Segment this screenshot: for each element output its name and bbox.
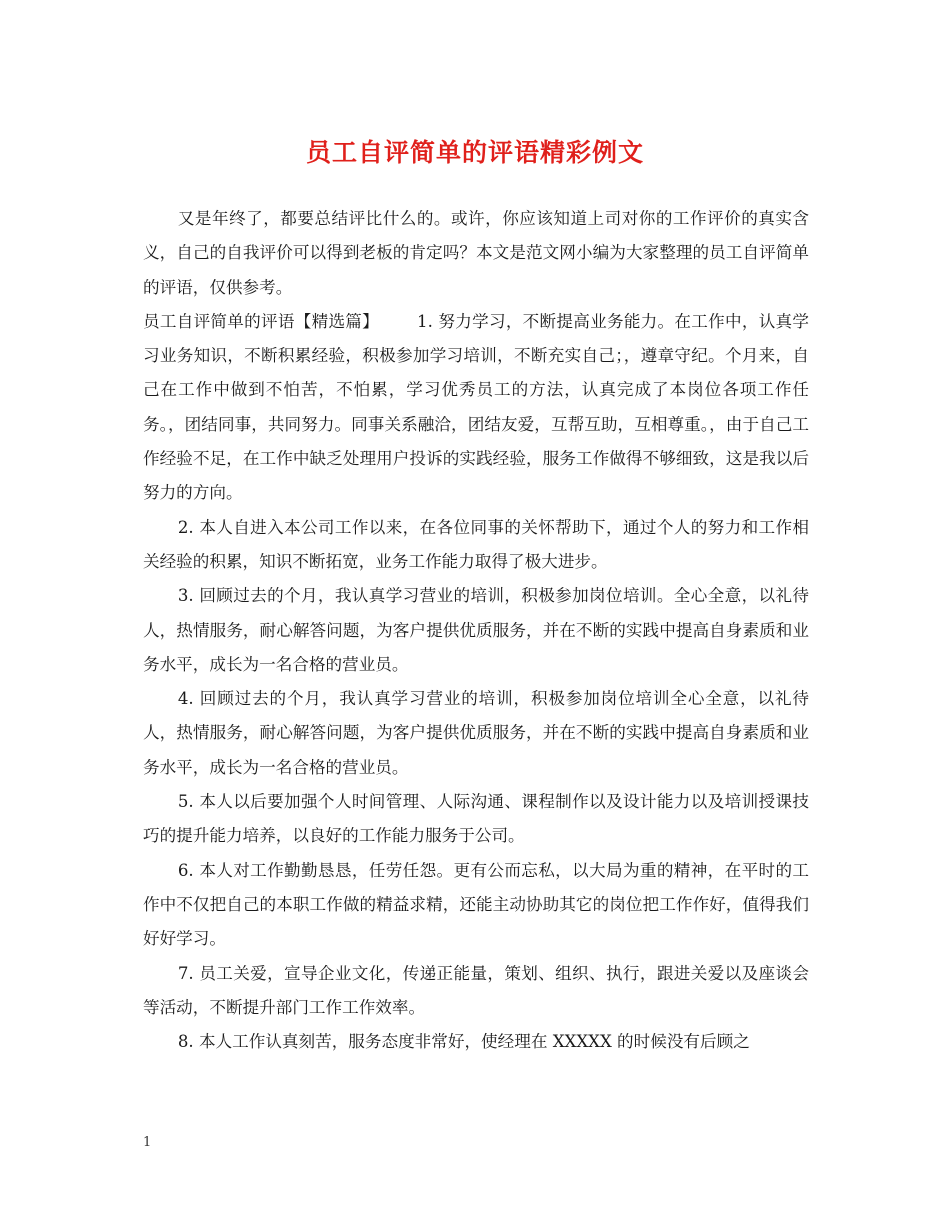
list-item-3: 3. 回顾过去的个月，我认真学习营业的培训，积极参加岗位培训。全心全意，以礼待人，热情服务，耐心解答问题，为客户提供优质服务，并在不断的实践中提高自身素质和业务水平，成长为一名合格的营业员。 [143, 586, 809, 674]
list-item-6: 6. 本人对工作勤勤恳恳，任劳任怨。更有公而忘私，以大局为重的精神，在平时的工作中不仅把自己的本职工作做的精益求精，还能主动协助其它的岗位把工作作好，值得我们好好学习。 [143, 860, 809, 949]
page-number: 1 [143, 1135, 152, 1150]
list-item-1: 1. 努力学习，不断提高业务能力。在工作中，认真学习业务知识，不断积累经验，积极参加学习培训，不断充实自己；，遵章守纪。个月来，自己在工作中做到不怕苦，不怕累，学习优秀员工的方法，认真完成了本岗位各项工作任务。，团结同事，共同努力。同事关系融洽，团结友爱，互帮互助，互相尊重。，由于自己工作经验不足，在工作中缺乏处理用户投诉的实践经验，服务工作做得不够细致，这是我以后努力的方向。 [143, 311, 809, 503]
section-heading: 员工自评简单的评语【精选篇】 [143, 311, 380, 331]
intro-paragraph: 又是年终了，都要总结评比什么的。或许，你应该知道上司对你的工作评价的真实含义，自己的自我评价可以得到老板的肯定吗？本文是范文网小编为大家整理的员工自评简单的评语，仅供参考。 [143, 209, 809, 297]
list-item-5: 5. 本人以后要加强个人时间管理、人际沟通、课程制作以及设计能力以及培训授课技巧的提升能力培养，以良好的工作能力服务于公司。 [143, 792, 809, 846]
list-item-2: 2. 本人自进入本公司工作以来，在各位同事的关怀帮助下，通过个人的努力和工作相关经验的积累，知识不断拓宽，业务工作能力取得了极大进步。 [143, 517, 809, 571]
section-paragraph [143, 305, 809, 511]
list-item-7: 7. 员工关爱，宣导企业文化，传递正能量，策划、组织、执行，跟进关爱以及座谈会等活动，不断提升部门工作工作效率。 [143, 963, 809, 1017]
document-title: 员工自评简单的评语精彩例文 [305, 138, 644, 167]
list-item-4: 4. 回顾过去的个月，我认真学习营业的培训，积极参加岗位培训全心全意，以礼待人，热情服务，耐心解答问题，为客户提供优质服务，并在不断的实践中提高自身素质和业务水平，成长为一名合格的营业员。 [143, 689, 809, 777]
list-item-8: 8. 本人工作认真刻苦，服务态度非常好，使经理在 XXXXX 的时候没有后顾之 [177, 1032, 750, 1052]
document-body [143, 202, 809, 1059]
